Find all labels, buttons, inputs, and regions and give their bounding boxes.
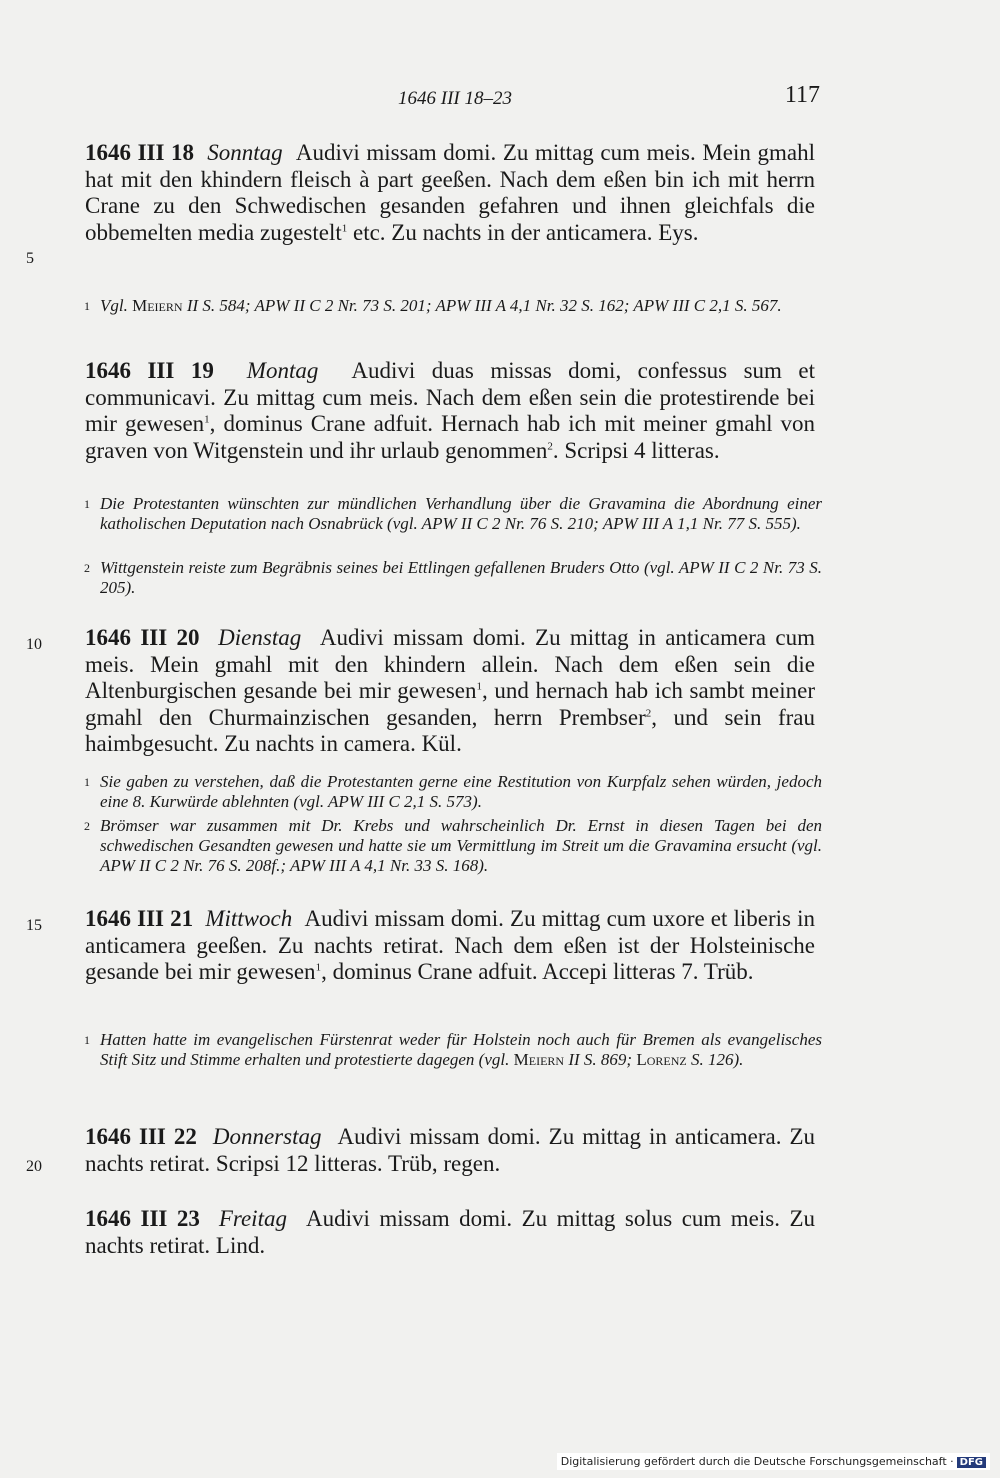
entry-day: Freitag <box>218 1206 287 1231</box>
entry-date: 1646 III 21 <box>85 906 194 931</box>
footnote-number: 2 <box>84 561 90 575</box>
author-name: Lorenz <box>636 1050 687 1069</box>
footnote-ref: 1 <box>341 221 348 234</box>
dfg-logo: DFG <box>957 1457 986 1468</box>
entry-text-cont: , und hernach hab ich sambt meiner gmahl den Churmainzischen gesanden, herrn Prembser <box>85 678 815 730</box>
footnote-text: II S. 584; APW II C 2 Nr. 73 S. 201; APW III A 4,1 Nr. 32 S. 162; APW III C 2,1 S. 567. <box>182 296 782 315</box>
entry-text: Audivi duas missas domi, confessus sum et communicavi. Zu mittag cum meis. Nach dem eßen sein die protestirende bei mir gewesen <box>85 358 816 436</box>
footnote-text: Hatten hatte im evangelischen Fürstenrat weder für Holstein noch auch für Bremen als evangelisches Stift Sitz und Stimme erhalten und protestierte dagegen (vgl. <box>100 1030 822 1069</box>
footnote-text: Sie gaben zu verstehen, daß die Protestanten gerne eine Restitution von Kurpfalz sehen würden, jedoch eine 8. Kurwürde ablehnten (vgl. APW III C 2,1 S. 573). <box>100 772 822 811</box>
entry-day: Montag <box>246 358 319 383</box>
entry-day: Dienstag <box>218 625 302 650</box>
page-header <box>90 82 820 112</box>
entry-text: Audivi missam domi. Zu mittag in anticamera. Zu nachts retirat. Scripsi 12 litteras. Trüb, regen. <box>85 1124 816 1176</box>
footnote <box>84 558 822 598</box>
line-number: 5 <box>26 250 34 267</box>
footnote-text: II S. 869; <box>564 1050 637 1069</box>
entry-text-cont: , und sein frau haimbgesucht. Zu nachts in camera. Kül. <box>85 704 815 756</box>
footnote-ref: 2 <box>547 439 553 452</box>
entry-date: 1646 III 23 <box>85 1206 200 1231</box>
entry-text-cont: , dominus Crane adfuit. Accepi litteras 7. Trüb. <box>321 959 754 984</box>
entry-text: Audivi missam domi. Zu mittag cum meis. Mein gmahl hat mit den khindern fleisch à part geeßen. Nach dem eßen bin ich mit herrn Crane zu den Schwedischen gesanden gefahren und ihnen gleichfals die obbemelten media zugestelt <box>85 140 815 245</box>
diary-entry-22 <box>85 1124 815 1177</box>
line-number: 20 <box>26 1158 42 1175</box>
footnote-text: Wittgenstein reiste zum Begräbnis seines bei Ettlingen gefallenen Bruders Otto (vgl. APW II C 2 Nr. 73 S. 205). <box>100 558 822 597</box>
footnote-ref: 1 <box>204 413 210 426</box>
footnote-text: S. 126). <box>686 1050 744 1069</box>
entry-text-cont: , dominus Crane adfuit. Hernach hab ich mit meiner gmahl von graven von Witgenstein und ihr urlaub genommen <box>85 411 815 463</box>
footnote-text: Vgl. <box>100 296 133 315</box>
line-number: 15 <box>26 917 42 934</box>
entry-day: Mittwoch <box>205 906 293 931</box>
footnote <box>84 772 822 812</box>
footnote-text: Brömser war zusammen mit Dr. Krebs und wahrscheinlich Dr. Ernst in diesen Tagen bei den schwedischen Gesandten gewesen und hatte sie um Vermittlung im Streit um die Gravamina ersucht (vgl. APW II C 2 Nr. 76 S. 208f.; APW III A 4,1 Nr. 33 S. 168). <box>100 816 822 875</box>
entry-day: Donnerstag <box>212 1124 322 1149</box>
entry-text-cont: . Scripsi 4 litteras. <box>552 437 720 463</box>
footnote <box>84 296 822 316</box>
digitization-footer <box>557 1453 990 1470</box>
footnote-number: 1 <box>84 1033 90 1047</box>
footnote <box>84 494 822 534</box>
footnote-number: 1 <box>84 299 90 313</box>
entry-date: 1646 III 18 <box>85 140 195 165</box>
footnote <box>84 816 822 876</box>
line-number: 10 <box>26 636 42 653</box>
entry-date: 1646 III 19 <box>85 358 214 383</box>
footnote-ref: 1 <box>476 680 482 693</box>
footnote-ref: 1 <box>315 961 322 974</box>
footnote-number: 2 <box>84 819 90 833</box>
entry-date: 1646 III 22 <box>85 1124 197 1149</box>
footnote-text: Die Protestanten wünschten zur mündlichen Verhandlung über die Gravamina die Abordnung einer katholischen Deputation nach Osnabrück (vgl. APW II C 2 Nr. 76 S. 210; APW III A 1,1 Nr. 77 S. 555). <box>100 494 822 533</box>
entry-day: Sonntag <box>207 140 283 165</box>
page-number: 117 <box>784 82 820 108</box>
entry-text-cont: etc. Zu nachts in der anticamera. Eys. <box>347 219 699 245</box>
diary-entry-20 <box>85 625 815 758</box>
footnote-ref: 2 <box>645 706 652 719</box>
entry-date: 1646 III 20 <box>85 625 200 650</box>
author-name: Meiern <box>132 296 183 315</box>
author-name: Meiern <box>513 1050 565 1069</box>
diary-entry-21 <box>85 906 815 986</box>
footer-text: Digitalisierung gefördert durch die Deutsche Forschungsgemeinschaft · <box>560 1455 954 1468</box>
entry-text: Audivi missam domi. Zu mittag in anticamera cum meis. Mein gmahl mit den khindern allein. Nach dem eßen sein die Altenburgischen gesande bei mir gewesen <box>85 625 816 703</box>
entry-text: Audivi missam domi. Zu mittag solus cum meis. Zu nachts retirat. Lind. <box>85 1206 816 1258</box>
diary-entry-19 <box>85 358 815 464</box>
diary-entry-23 <box>85 1206 815 1259</box>
footnote-number: 1 <box>84 775 90 789</box>
entry-text: Audivi missam domi. Zu mittag cum uxore et liberis in anticamera geeßen. Zu nachts retirat. Nach dem eßen ist der Holsteinische gesande bei mir gewesen <box>85 906 816 984</box>
footnote <box>84 1030 822 1070</box>
diary-entry-18 <box>85 140 815 246</box>
footnote-number: 1 <box>84 497 90 511</box>
running-title: 1646 III 18–23 <box>398 88 512 109</box>
